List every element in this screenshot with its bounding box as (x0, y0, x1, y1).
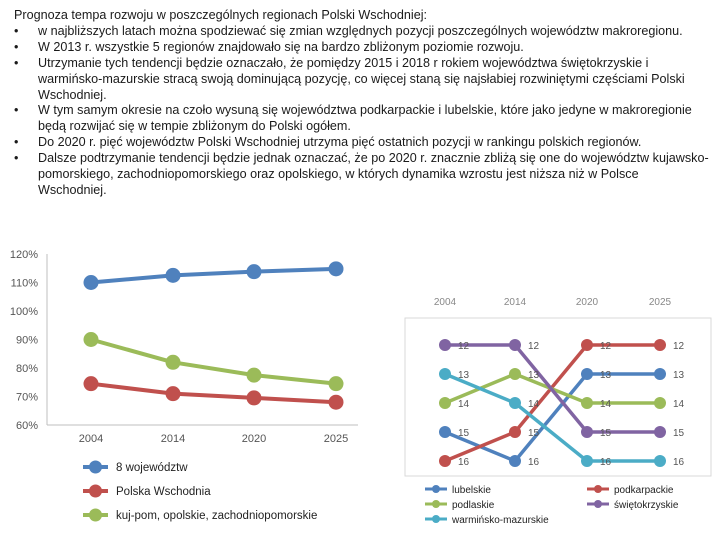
data-point-lubelskie (509, 455, 521, 467)
legend-item (83, 485, 211, 499)
data-point-8-wojewodztw (247, 264, 262, 279)
bullet-symbol: • (14, 135, 19, 150)
data-label: 14 (600, 399, 612, 410)
data-point-warminsko-mazurskie (439, 368, 451, 380)
bullet-symbol: • (14, 151, 19, 166)
legend-swatch-marker (432, 515, 440, 523)
data-point-polska-wschodnia (166, 386, 181, 401)
data-point-polska-wschodnia (247, 390, 262, 405)
data-point-kuj-pom-opolskie-zachodniopomorskie (247, 368, 262, 383)
data-label: 12 (458, 341, 470, 352)
data-label: 12 (528, 341, 540, 352)
bullet-text: Do 2020 r. pięć województw Polski Wschodniej utrzyma pięć ostatnich pozycji w rankingu polskich regionów. (38, 135, 642, 150)
data-point-warminsko-mazurskie (581, 455, 593, 467)
y-tick-label: 120% (9, 249, 38, 261)
y-tick-label: 70% (15, 391, 38, 404)
y-tick-label: 90% (15, 334, 38, 347)
legend-label: 8 województw (116, 462, 188, 474)
legend-swatch-marker (432, 500, 440, 508)
data-label: 15 (600, 428, 612, 439)
data-point-kuj-pom-opolskie-zachodniopomorskie (329, 376, 344, 391)
legend-label: podlaskie (452, 500, 495, 511)
data-point-polska-wschodnia (84, 376, 99, 391)
bullet-text: w najbliższych latach można spodziewać się zmian względnych pozycji poszczególnych województw makroregionu. (38, 23, 683, 38)
data-point-podlaskie (439, 397, 451, 409)
bullet-symbol: • (14, 39, 19, 54)
legend-swatch-marker (432, 485, 440, 493)
data-label: 13 (600, 370, 612, 381)
bullet-item (14, 151, 710, 199)
legend-swatch-marker (594, 485, 602, 493)
x-tick-label: 2025 (648, 297, 672, 308)
data-point-warminsko-mazurskie (654, 455, 666, 467)
data-point-podkarpackie (654, 339, 666, 351)
data-label: 13 (528, 370, 540, 381)
data-point-8-wojewodztw (329, 261, 344, 276)
bullet-list (14, 24, 710, 199)
series-line-kuj-pom-opolskie-zachodniopomorskie (91, 340, 336, 384)
data-point-podkarpackie (509, 426, 521, 438)
data-point-lubelskie (581, 368, 593, 380)
legend-item (83, 461, 188, 475)
series-line-8-wojewodztw (91, 269, 336, 283)
legend-label: warmińsko-mazurskie (452, 515, 549, 526)
bullet-item (14, 103, 710, 135)
legend-item (587, 485, 674, 496)
data-point-lubelskie (439, 426, 451, 438)
y-tick-label: 80% (15, 363, 38, 375)
x-tick-label: 2020 (575, 297, 599, 308)
data-label: 14 (458, 399, 470, 410)
bullet-text: W 2013 r. wszystkie 5 regionów znajdowało się na bardzo zbliżonym poziomie rozwoju. (38, 39, 524, 54)
data-point-8-wojewodztw (166, 268, 181, 283)
bullet-symbol: • (14, 55, 19, 70)
data-point-kuj-pom-opolskie-zachodniopomorskie (166, 355, 181, 370)
y-tick-label: 100% (9, 306, 38, 318)
legend-swatch-marker (594, 500, 602, 508)
legend-swatch-marker (89, 485, 102, 498)
data-label: 15 (673, 428, 685, 439)
data-label: 15 (458, 428, 470, 439)
y-tick-label: 60% (15, 420, 38, 432)
x-tick-label: 2025 (323, 433, 349, 445)
legend-item (425, 515, 549, 526)
data-label: 12 (673, 341, 685, 352)
data-label: 16 (528, 457, 540, 468)
series-line-polska-wschodnia (91, 384, 336, 403)
data-point-swietokrzyskie (654, 426, 666, 438)
legend-label: kuj-pom, opolskie, zachodniopomorskie (116, 510, 318, 522)
legend-label: podkarpackie (614, 485, 674, 496)
bullet-item (14, 24, 710, 40)
bullet-symbol: • (14, 103, 19, 118)
data-label: 12 (600, 341, 612, 352)
legend-item (83, 509, 317, 523)
data-point-swietokrzyskie (439, 339, 451, 351)
x-tick-label: 2014 (160, 433, 186, 445)
data-point-warminsko-mazurskie (509, 397, 521, 409)
data-label: 13 (458, 370, 470, 381)
legend-label: Polska Wschodnia (116, 486, 211, 498)
bullet-symbol: • (14, 23, 19, 38)
bullet-text: Utrzymanie tych tendencji będzie oznaczało, że pomiędzy 2015 i 2018 r rokiem województwa świętokrzyskie i warmińsko-mazurskie stracą swoją dominującą pozycję, co więcej staną się najsłabiej rozwiniętymi częściami Polski Wschodniej. (38, 55, 685, 102)
legend-item (425, 500, 495, 511)
data-point-8-wojewodztw (84, 275, 99, 290)
data-label: 16 (600, 457, 612, 468)
bullet-text: W tym samym okresie na czoło wysuną się województwa podkarpackie i lubelskie, które jako jedyne w makroregionie będą rozwijać się w tempie zbliżonym do Polski ogółem. (38, 103, 692, 134)
data-label: 14 (528, 399, 540, 410)
bullet-item (14, 40, 710, 56)
data-point-swietokrzyskie (509, 339, 521, 351)
x-tick-label: 2004 (78, 433, 104, 445)
x-tick-label: 2014 (503, 297, 527, 308)
legend-item (425, 485, 491, 496)
data-label: 16 (673, 457, 685, 468)
data-point-kuj-pom-opolskie-zachodniopomorskie (84, 332, 99, 347)
legend-swatch-marker (89, 461, 102, 474)
y-tick-label: 110% (10, 277, 38, 290)
slide-title: Prognoza tempa rozwoju w poszczególnych regionach Polski Wschodniej: (14, 8, 428, 22)
legend-item (587, 500, 679, 511)
data-label: 15 (528, 428, 540, 439)
data-point-podkarpackie (581, 339, 593, 351)
data-point-podlaskie (581, 397, 593, 409)
data-label: 13 (673, 370, 685, 381)
bullet-text: Dalsze podtrzymanie tendencji będzie jednak oznaczać, że po 2020 r. znacznie zbliżą się one do województw kujawsko-pomorskiego, zachodniopomorskiego oraz opolskiego, w których dynamika wzrostu jest niższa niż w Polsce Wschodniej. (38, 151, 709, 197)
data-label: 16 (458, 457, 470, 468)
regional-ranking-bump-chart (395, 285, 720, 535)
data-point-lubelskie (654, 368, 666, 380)
data-point-podlaskie (509, 368, 521, 380)
data-label: 14 (673, 399, 685, 410)
x-tick-label: 2004 (433, 297, 457, 308)
bullet-item (14, 135, 710, 151)
data-point-swietokrzyskie (581, 426, 593, 438)
bullet-item (14, 56, 710, 104)
development-level-line-chart (0, 240, 370, 540)
data-point-polska-wschodnia (329, 395, 344, 410)
x-tick-label: 2020 (241, 433, 267, 445)
legend-label: lubelskie (452, 485, 491, 496)
description-text (14, 8, 710, 199)
legend-label: świętokrzyskie (614, 500, 679, 511)
data-point-podlaskie (654, 397, 666, 409)
legend-swatch-marker (89, 509, 102, 522)
data-point-podkarpackie (439, 455, 451, 467)
